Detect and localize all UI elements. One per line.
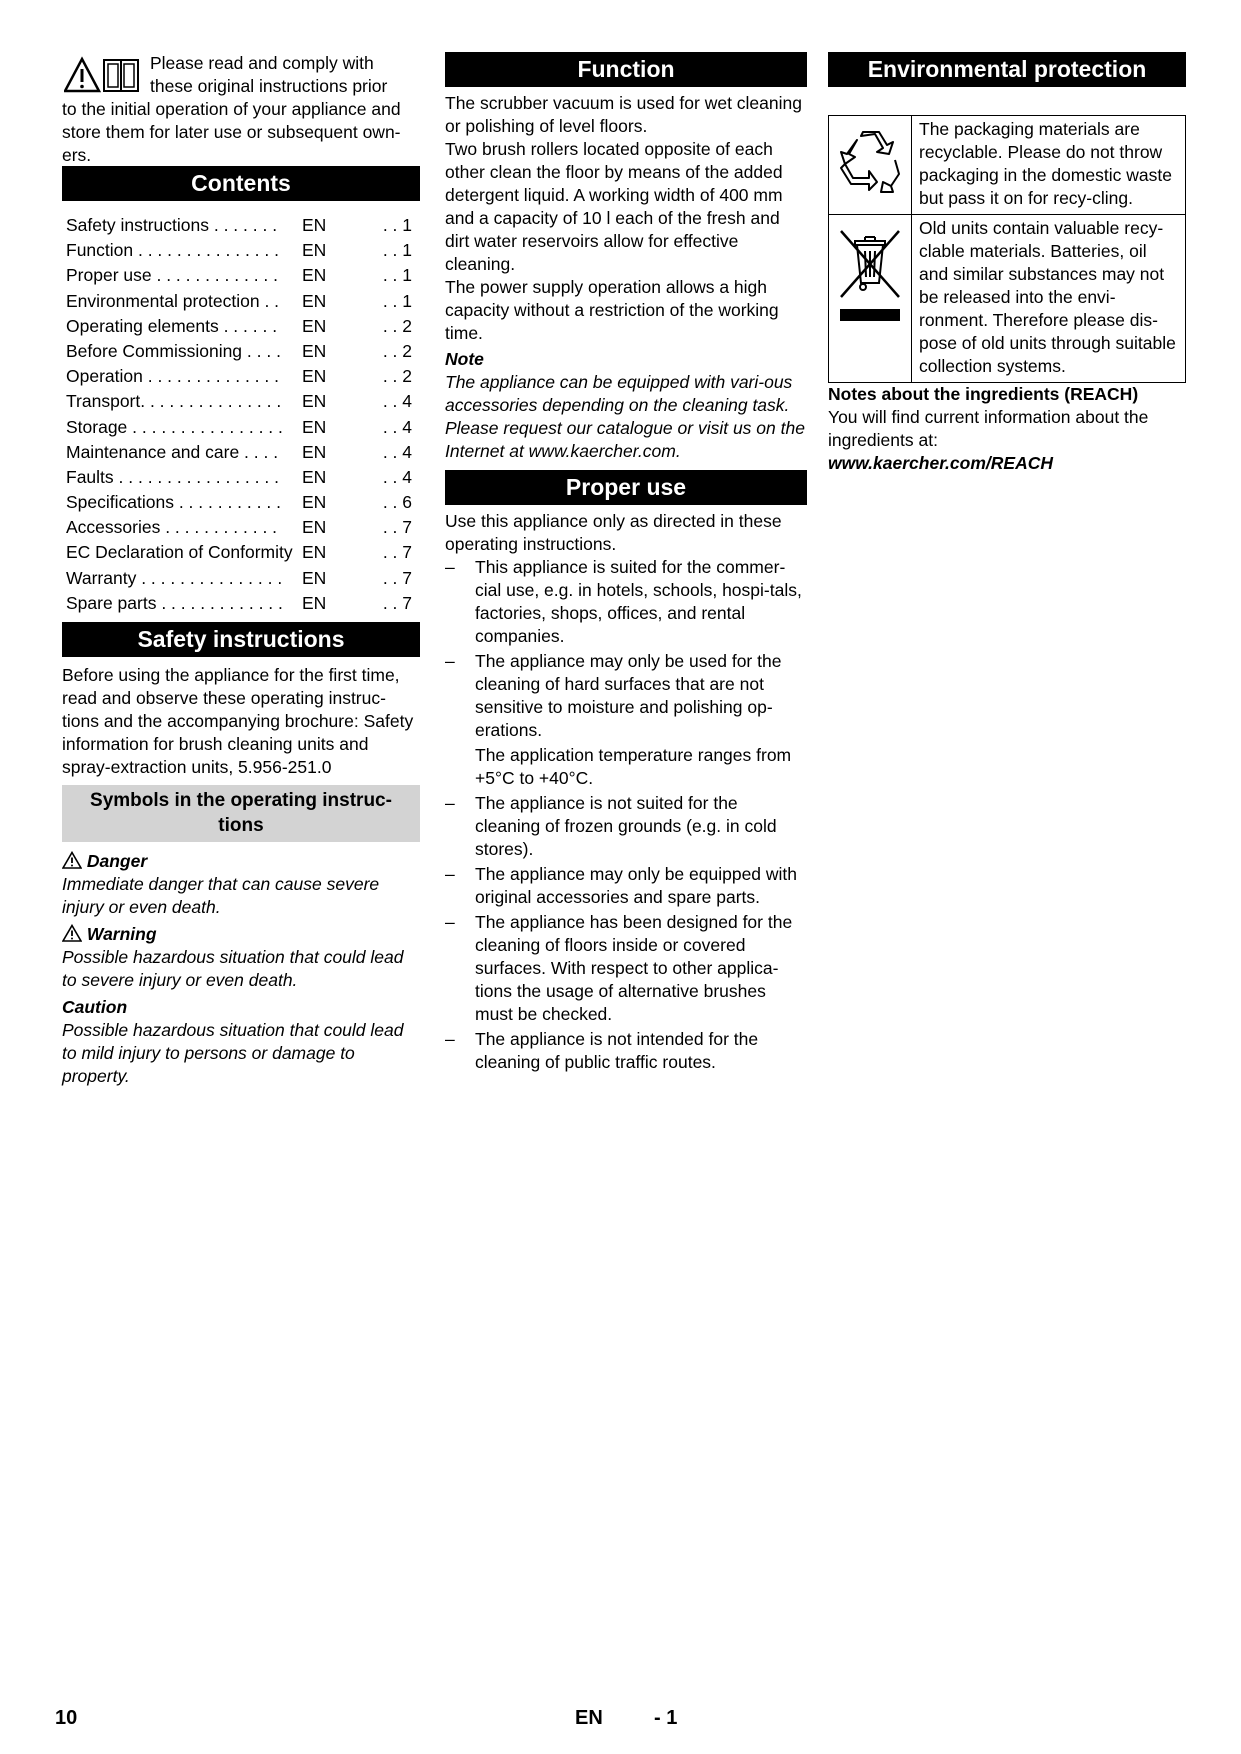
intro-line-2: these original instructions prior <box>150 76 388 96</box>
note-label: Note <box>445 349 484 369</box>
recycling-icon <box>835 126 905 196</box>
toc-row[interactable]: EC Declaration of Conformity EN . . 7 <box>66 542 412 563</box>
manual-book-icon <box>104 60 138 91</box>
safety-heading: Safety instructions <box>62 622 420 657</box>
intro-line-1: Please read and comply with <box>150 53 374 73</box>
toc-row[interactable]: Operation . . . . . . . . . . . . . . EN . . 2 <box>66 366 412 387</box>
footer-lang: EN <box>575 1707 603 1729</box>
toc-row[interactable]: Environmental protection . . EN . . 1 <box>66 290 412 311</box>
toc-row[interactable]: Before Commissioning . . . . EN . . 2 <box>66 340 412 361</box>
environment-text: Old units contain valuable recy-clable materials. Batteries, oil and similar substances may not be released into the envi-ronment. Therefore please dis-pose of old units through suitable collection systems. <box>919 218 1176 376</box>
warning-triangle-icon <box>62 924 82 942</box>
footer-page-ref: - 1 <box>654 1707 678 1729</box>
caution-label: Caution <box>62 997 128 1017</box>
function-p1: The scrubber vacuum is used for wet cleaning or polishing of level floors. <box>445 93 802 136</box>
column-left <box>62 52 420 1088</box>
function-heading: Function <box>445 52 807 87</box>
toc-row[interactable]: Transport. . . . . . . . . . . . . . . EN . . 4 <box>66 391 412 412</box>
toc-row[interactable]: Accessories . . . . . . . . . . . . EN . . 7 <box>66 517 412 538</box>
toc-row[interactable]: Function . . . . . . . . . . . . . . . EN . . 1 <box>66 240 412 261</box>
toc-row[interactable]: Specifications . . . . . . . . . . . EN . . 6 <box>66 492 412 513</box>
temperature-note: The application temperature ranges from +5°C to +40°C. <box>475 745 792 788</box>
toc-row[interactable]: Safety instructions . . . . . . . EN . . 1 <box>66 215 412 235</box>
reach-link[interactable]: www.kaercher.com/REACH <box>828 453 1053 473</box>
note-text: The appliance can be equipped with vari-ous accessories depending on the cleaning task. Please request our catalogue or visit us on the Internet at www.kaercher.com. <box>445 372 805 461</box>
contents-table <box>62 213 420 616</box>
function-p3: The power supply operation allows a high capacity without a restriction of the working time. <box>445 277 779 343</box>
warning-text: Possible hazardous situation that could lead to severe injury or even death. <box>62 947 404 990</box>
list-item: – The appliance may only be used for the cleaning of hard surfaces that are not sensitive to moisture and polishing op-erations. <box>445 651 782 740</box>
symbols-heading: Symbols in the operating instruc-tions <box>62 785 420 842</box>
list-item: – This appliance is suited for the commer-cial use, e.g. in hotels, schools, hospi-tals, factories, shops, offices, and rental companies. <box>445 557 802 646</box>
contents-heading: Contents <box>62 166 420 201</box>
environment-row <box>829 116 1185 214</box>
toc-row[interactable]: Proper use . . . . . . . . . . . . . EN . . 1 <box>66 265 412 286</box>
intro-block <box>62 52 420 166</box>
environment-text: The packaging materials are recyclable. Please do not throw packaging in the domestic waste but pass it on for recy-cling. <box>919 119 1172 208</box>
warning-book-icons <box>64 56 140 99</box>
environment-icon-cell <box>829 116 912 214</box>
toc-row[interactable]: Faults . . . . . . . . . . . . . . . . . EN . . 4 <box>66 466 412 487</box>
danger-text: Immediate danger that can cause severe injury or even death. <box>62 874 380 917</box>
safety-intro: Before using the appliance for the first time, read and observe these operating instruc-tions and the accompanying brochure: Safety information for brush cleaning units and spray-extraction units, 5.956-251.0 <box>62 665 414 777</box>
list-item: – The appliance is not suited for the cleaning of frozen grounds (e.g. in cold stores). <box>445 793 777 859</box>
toc-row[interactable]: Operating elements . . . . . . EN . . 2 <box>66 315 412 336</box>
toc-row[interactable]: Storage . . . . . . . . . . . . . . . . EN . . 4 <box>66 416 412 437</box>
caution-text: Possible hazardous situation that could lead to mild injury to persons or damage to property. <box>62 1020 404 1086</box>
toc-row[interactable]: Warranty . . . . . . . . . . . . . . . EN . . 7 <box>66 567 412 588</box>
proper-use-heading: Proper use <box>445 470 807 505</box>
column-middle <box>445 52 807 1074</box>
reach-heading: Notes about the ingredients (REACH) <box>828 384 1139 404</box>
environment-row <box>829 214 1185 382</box>
list-item: – The appliance has been designed for the cleaning of floors inside or covered surfaces. With respect to other applica-tions the usage of alternative brushes must be checked. <box>445 912 793 1024</box>
list-item: – The appliance may only be equipped with original accessories and spare parts. <box>445 864 798 907</box>
intro-line-3: to the initial operation of your appliance and store them for later use or subsequent own- <box>62 99 401 142</box>
environment-table <box>828 115 1186 383</box>
warning-label: Warning <box>62 923 420 946</box>
toc-row[interactable]: Spare parts . . . . . . . . . . . . . EN . . 7 <box>66 592 412 613</box>
function-p2: Two brush rollers located opposite of each other clean the floor by means of the added detergent liquid. A working width of 400 mm and a capacity of 10 l each of the fresh and dirt water reservoirs allow for effective cleaning. <box>445 139 783 274</box>
footer-page-number: 10 <box>55 1707 78 1729</box>
reach-text: You will find current information about the ingredients at: <box>828 407 1149 450</box>
danger-label: Danger <box>62 850 420 873</box>
danger-triangle-icon <box>62 851 82 869</box>
list-item: – The appliance is not intended for the cleaning of public traffic routes. <box>445 1029 759 1072</box>
proper-use-intro: Use this appliance only as directed in these operating instructions. <box>445 511 782 554</box>
column-right <box>828 52 1186 475</box>
environment-icon-cell <box>829 215 912 382</box>
warning-triangle-icon <box>64 56 140 94</box>
environment-heading: Environmental protection <box>828 52 1186 87</box>
crossed-out-bin-icon <box>833 225 907 335</box>
toc-row[interactable]: Maintenance and care . . . . EN . . 4 <box>66 441 412 462</box>
intro-line-4: ers. <box>62 145 92 165</box>
